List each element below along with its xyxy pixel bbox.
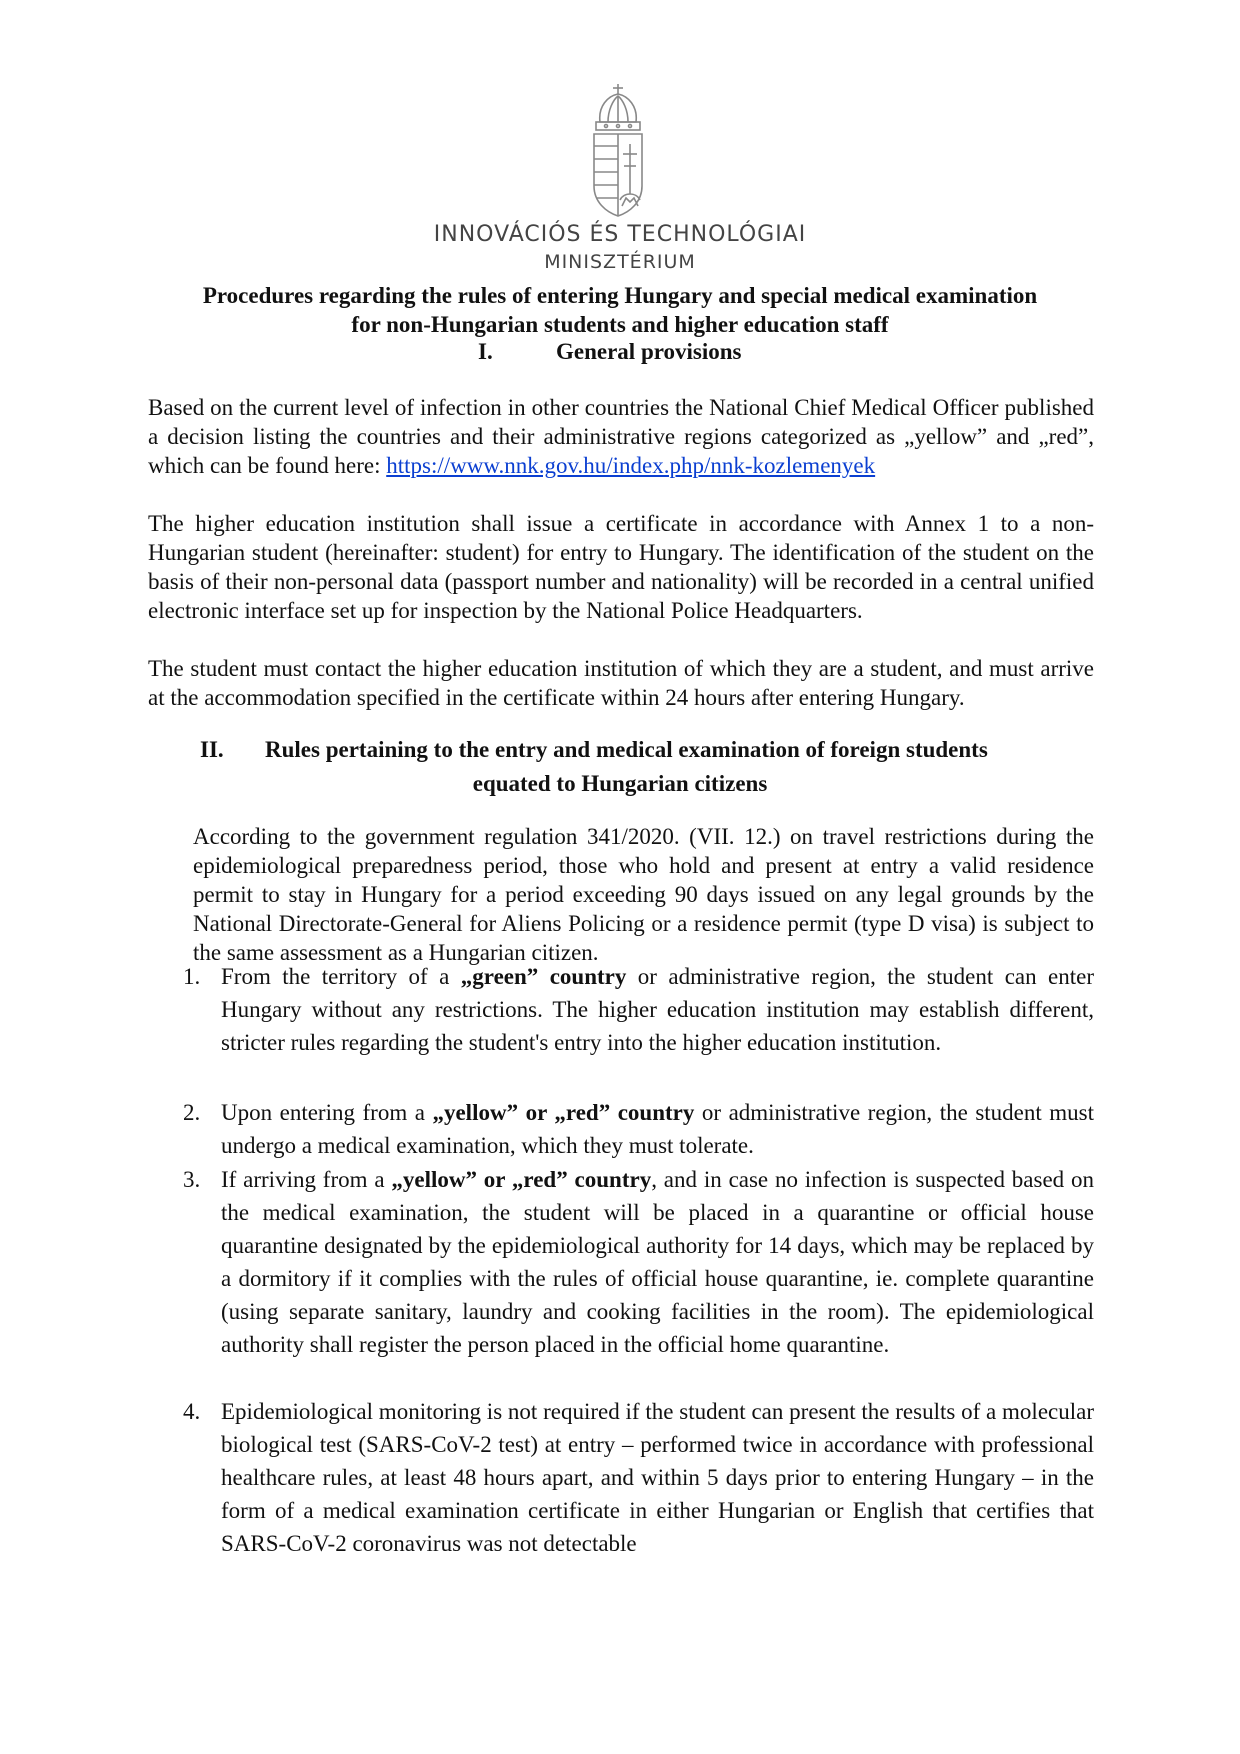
list-item-number: 3. [183,1167,201,1192]
nnk-link[interactable]: https://www.nnk.gov.hu/index.php/nnk-kozlemenyek [386,453,876,478]
section2-intro: According to the government regulation 341/2020. (VII. 12.) on travel restrictions during the epidemiological preparedness period, those who hold and present at entry a valid residence permit to stay in Hungary for a period exceeding 90 days issued on any legal grounds by the National Directorate-General for Aliens Policing or a residence permit (type D visa) is subject to the same assessment as a Hungarian citizen. [193,824,1094,965]
section2-number: II. [200,737,224,762]
list-item-emphasis: „yellow” or „red” country [432,1100,695,1125]
section1-heading: General provisions [556,339,742,364]
coat-of-arms-icon [586,82,650,218]
list-item-text-start: From the territory of a [221,964,461,989]
list-item-number: 2. [183,1100,201,1125]
section1-paragraph-3: The student must contact the higher education institution of which they are a student, and must arrive at the accommodation specified in the certificate within 24 hours after entering Hungary. [148,656,1094,710]
list-item-number: 4. [183,1399,201,1424]
list-item-text-end: or administrative region, the student must undergo a medical examination, which they must tolerate. [221,1100,1095,1158]
list-item-emphasis: „yellow” or „red” country [391,1167,652,1192]
list-item [183,960,1094,1059]
document-title-line2: for non-Hungarian students and higher education staff [351,312,889,337]
section2-heading-line1: Rules pertaining to the entry and medical examination of foreign students [265,737,988,762]
section1-paragraph-1-text: Based on the current level of infection in other countries the National Chief Medical Officer published a decision listing the countries and their administrative regions categorized as „yellow” and „red”, which can be found here: [148,395,1094,478]
list-item-text [221,960,1094,1059]
section1-number: I. [478,339,493,364]
list-item-text-start: If arriving from a [221,1167,392,1192]
list-item [183,1163,1094,1361]
list-item-text-start: Upon entering from a [221,1100,433,1125]
ministry-name-line1: INNOVÁCIÓS ÉS TECHNOLÓGIAI [433,222,807,247]
section2-heading-line2: equated to Hungarian citizens [472,771,768,796]
document-title-line1: Procedures regarding the rules of entering Hungary and special medical examination [202,283,1038,308]
list-item [183,1096,1094,1162]
section1-paragraph-2: The higher education institution shall issue a certificate in accordance with Annex 1 to a non-Hungarian student (hereinafter: student) for entry to Hungary. The identification of the student on the basis of their non-personal data (passport number and nationality) will be recorded in a central unified electronic interface set up for inspection by the National Police Headquarters. [148,511,1094,623]
list-item-text-end: or administrative region, the student can enter Hungary without any restrictions. The higher education institution may establish different, stricter rules regarding the student's entry into the higher education institution. [221,964,1094,1055]
list-item-text [221,1163,1094,1361]
list-item-text-end: , and in case no infection is suspected based on the medical examination, the student will be placed in a quarantine or official house quarantine designated by the epidemiological authority for 14 days, which may be replaced by a dormitory if it complies with the rules of official house quarantine, ie. complete quarantine (using separate sanitary, laundry and cooking facilities in the room). The epidemiological authority shall register the person placed in the official home quarantine. [221,1167,1095,1357]
list-item-number: 1. [183,964,201,989]
list-item-emphasis: „green” country [460,964,627,989]
ministry-name-line2: MINISZTÉRIUM [544,251,696,273]
list-item [183,1395,1094,1560]
list-item-text [221,1096,1094,1162]
list-item-text: Epidemiological monitoring is not required if the student can present the results of a molecular biological test (SARS-CoV-2 test) at entry – performed twice in accordance with professional healthcare rules, at least 48 hours apart, and within 5 days prior to entering Hungary – in the form of a medical examination certificate in either Hungarian or English that certifies that SARS-CoV-2 coronavirus was not detectable [221,1399,1094,1556]
section1-paragraph-1 [148,393,1094,480]
